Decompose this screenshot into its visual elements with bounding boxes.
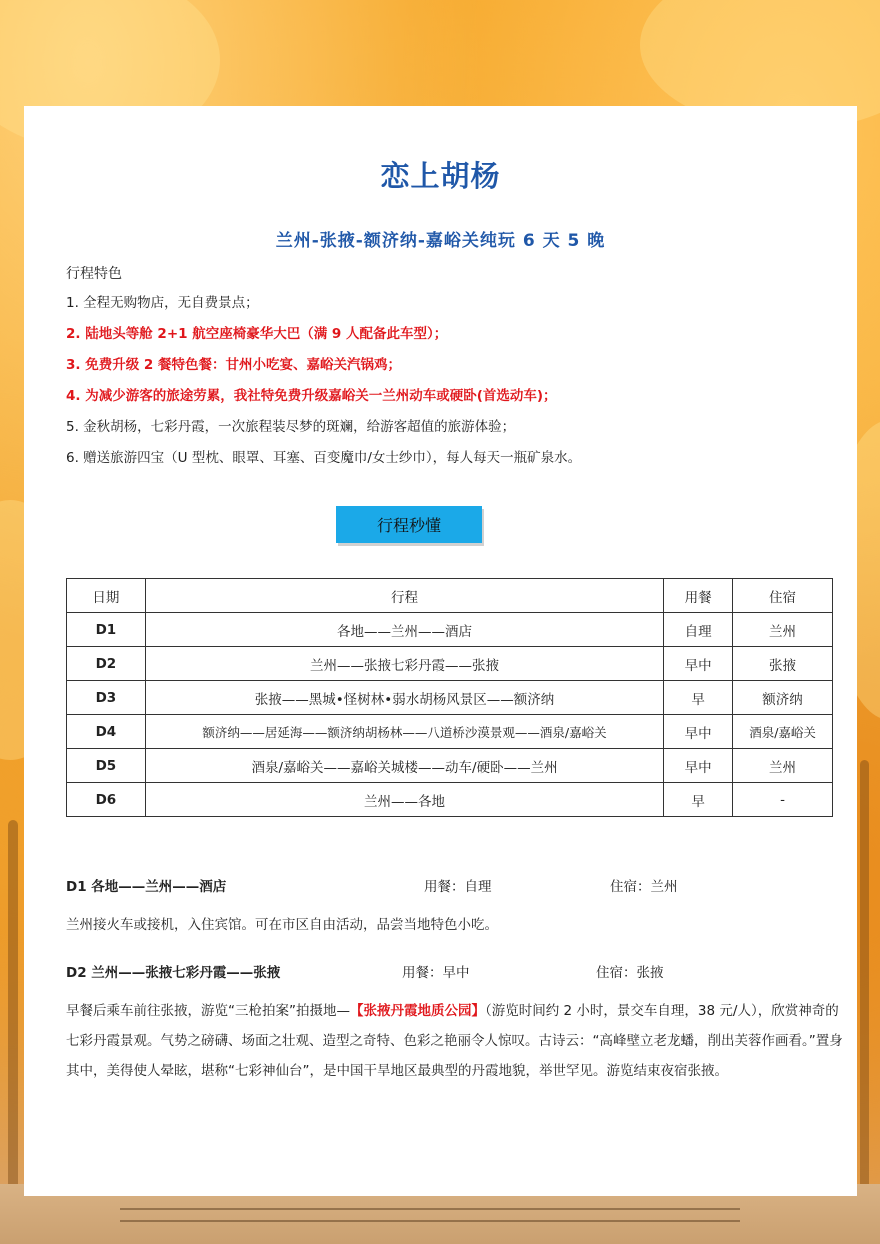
table-row [67, 715, 833, 749]
day-1-section [66, 878, 846, 940]
cell-day: D3 [67, 681, 146, 715]
day-1-lodging: 住宿：兰州 [610, 879, 678, 895]
cell-day: D4 [67, 715, 146, 749]
cell-route: 各地——兰州——酒店 [145, 613, 663, 647]
cell-lodging: 额济纳 [733, 681, 833, 715]
itinerary-page [24, 106, 857, 1196]
route-subtitle: 兰州-张掖-额济纳-嘉峪关纯玩 6 天 5 晚 [275, 231, 606, 251]
cell-day: D2 [67, 647, 146, 681]
cell-lodging: 兰州 [733, 613, 833, 647]
day-1-meals: 用餐：自理 [424, 879, 492, 895]
feature-item: 5. 金秋胡杨，七彩丹霞，一次旅程装尽梦的斑斓，给游客超值的旅游体验； [66, 419, 516, 435]
cell-meals: 早中 [664, 647, 733, 681]
day-2-lodging: 住宿：张掖 [596, 965, 664, 981]
day-2-header [66, 964, 846, 996]
cell-day: D6 [67, 783, 146, 817]
cell-lodging: - [733, 783, 833, 817]
column-header-date: 日期 [67, 579, 146, 613]
feature-item: 6. 赠送旅游四宝（U 型枕、眼罩、耳塞、百变魔巾/女士纱巾），每人每天一瓶矿泉水。 [66, 450, 582, 466]
day-2-highlight-attraction: 【张掖丹霞地质公园】 [350, 1003, 485, 1019]
table-row [67, 613, 833, 647]
day-2-text-start: 早餐后乘车前往张掖，游览“三枪拍案”拍摄地— [66, 1003, 350, 1019]
cell-route: 张掖——黑城•怪树林•弱水胡杨风景区——额济纳 [145, 681, 663, 715]
feature-item: 3. 免费升级 2 餐特色餐：甘州小吃宴、嘉峪关汽锅鸡； [66, 357, 402, 373]
day-1-header [66, 878, 846, 910]
feature-item: 4. 为减少游客的旅途劳累，我社特免费升级嘉峪关一兰州动车或硬卧(首选动车)； [66, 388, 557, 404]
column-header-route: 行程 [145, 579, 663, 613]
cell-route: 额济纳——居延海——额济纳胡杨林——八道桥沙漠景观——酒泉/嘉峪关 [145, 715, 663, 749]
features-list [66, 294, 846, 480]
cell-day: D5 [67, 749, 146, 783]
itinerary-summary-badge: 行程秒懂 [336, 506, 482, 543]
day-1-title: D1 各地——兰州——酒店 [66, 879, 227, 895]
cell-meals: 自理 [664, 613, 733, 647]
table-row [67, 647, 833, 681]
cell-meals: 早 [664, 783, 733, 817]
day-2-section [66, 964, 846, 1086]
day-2-meals: 用餐：早中 [402, 965, 470, 981]
table-row [67, 783, 833, 817]
cell-meals: 早中 [664, 715, 733, 749]
day-1-description: 兰州接火车或接机，入住宾馆。可在市区自由活动，品尝当地特色小吃。 [66, 917, 498, 933]
features-heading: 行程特色 [66, 266, 122, 282]
day-2-title: D2 兰州——张掖七彩丹霞——张掖 [66, 965, 281, 981]
page-title: 恋上胡杨 [380, 159, 501, 193]
cell-lodging: 酒泉/嘉峪关 [733, 715, 833, 749]
cell-lodging: 兰州 [733, 749, 833, 783]
feature-item: 1. 全程无购物店，无自费景点； [66, 295, 259, 311]
cell-meals: 早 [664, 681, 733, 715]
cell-meals: 早中 [664, 749, 733, 783]
table-row [67, 749, 833, 783]
table-row [67, 681, 833, 715]
cell-day: D1 [67, 613, 146, 647]
cell-route: 兰州——各地 [145, 783, 663, 817]
column-header-lodging: 住宿 [733, 579, 833, 613]
cell-route: 兰州——张掖七彩丹霞——张掖 [145, 647, 663, 681]
column-header-meals: 用餐 [664, 579, 733, 613]
feature-item: 2. 陆地头等舱 2+1 航空座椅豪华大巴（满 9 人配备此车型）； [66, 326, 448, 342]
day-2-description [66, 996, 846, 1086]
itinerary-table [66, 578, 833, 817]
cell-lodging: 张掖 [733, 647, 833, 681]
day-2-text-end: （游览时间约 2 小时，景交车自理，38 元/人），欣赏神奇的七彩丹霞景观。气势之磅礴、场面之壮观、造型之奇特、色彩之艳丽令人惊叹。古诗云：“高峰壁立老龙蟠，削出芙蓉作画看。”置身其中，美得使人晕眩，堪称“七彩神仙台”，是中国干旱地区最典型的丹霞地貌，举世罕见。游览结束夜宿张掖。 [66, 1003, 843, 1079]
table-header-row [67, 579, 833, 613]
cell-route: 酒泉/嘉峪关——嘉峪关城楼——动车/硬卧——兰州 [145, 749, 663, 783]
